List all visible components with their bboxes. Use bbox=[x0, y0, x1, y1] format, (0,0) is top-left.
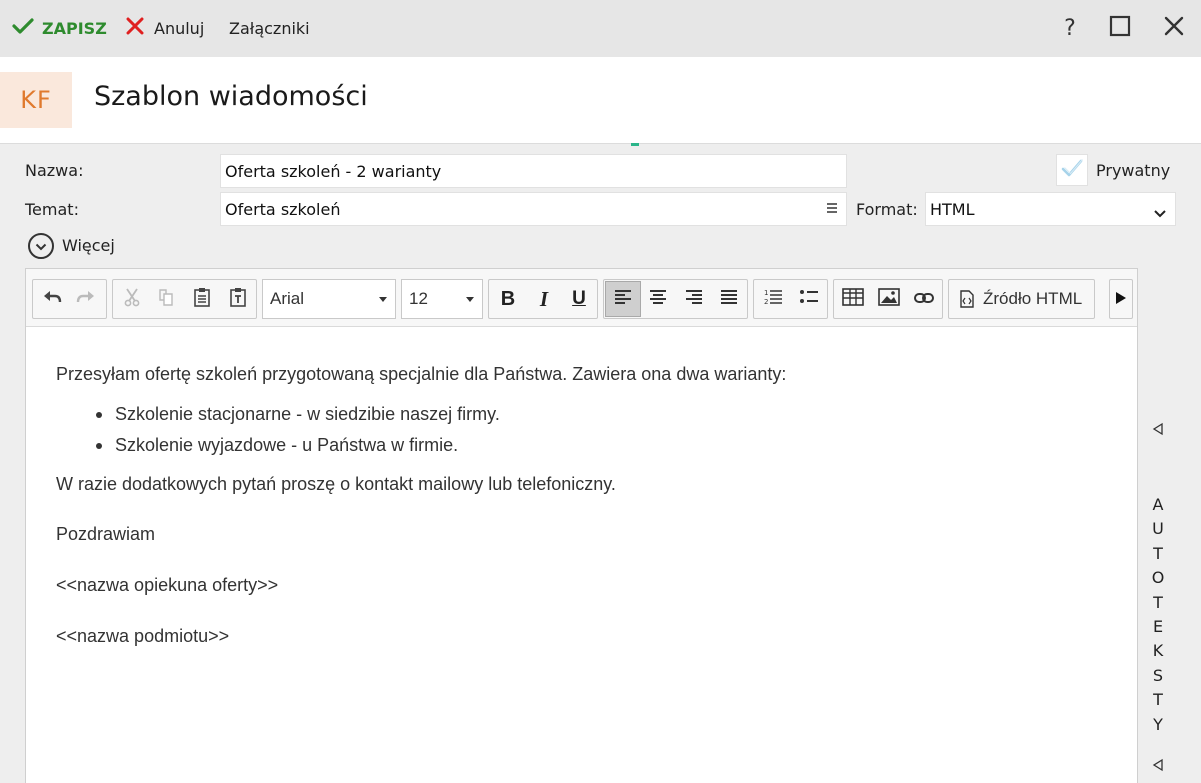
save-label: ZAPISZ bbox=[42, 18, 107, 38]
font-family-value: Arial bbox=[270, 289, 305, 308]
autotext-letter: E bbox=[1152, 617, 1164, 637]
caret-down-icon bbox=[379, 297, 387, 302]
numbered-list-icon bbox=[763, 288, 783, 310]
close-button[interactable] bbox=[1160, 14, 1188, 42]
font-family-select[interactable] bbox=[262, 279, 396, 319]
align-right-button[interactable] bbox=[679, 284, 709, 314]
question-icon: ? bbox=[1064, 15, 1076, 41]
italic-button[interactable] bbox=[529, 284, 559, 314]
maximize-icon bbox=[1109, 15, 1131, 41]
checkmark-icon bbox=[1060, 158, 1084, 182]
source-code-icon bbox=[959, 290, 975, 312]
subject-value: Oferta szkoleń bbox=[225, 199, 341, 219]
format-value: HTML bbox=[930, 199, 975, 219]
paste-icon bbox=[192, 286, 212, 312]
chevron-down-icon bbox=[1154, 204, 1166, 223]
name-value: Oferta szkoleń - 2 warianty bbox=[225, 161, 442, 181]
cancel-label: Anuluj bbox=[154, 18, 205, 38]
save-button[interactable] bbox=[12, 14, 107, 42]
attachments-label: Załączniki bbox=[229, 18, 310, 38]
autotext-letter: Y bbox=[1153, 714, 1163, 734]
table-icon bbox=[842, 288, 864, 310]
font-size-value: 12 bbox=[409, 289, 428, 308]
autotext-letter: K bbox=[1152, 641, 1164, 661]
questions-paragraph: W razie dodatkowych pytań proszę o kontakt mailowy lub telefoniczny. bbox=[56, 474, 616, 494]
autotext-letter: T bbox=[1153, 592, 1163, 612]
align-right-icon bbox=[685, 289, 703, 309]
more-toggle-button[interactable] bbox=[28, 233, 54, 259]
paste-button[interactable] bbox=[187, 284, 217, 314]
list-group bbox=[753, 279, 828, 319]
cancel-button[interactable] bbox=[126, 14, 204, 42]
toolbar-more-button[interactable] bbox=[1109, 279, 1133, 319]
editor-content[interactable] bbox=[56, 364, 1116, 646]
align-center-button[interactable] bbox=[643, 284, 673, 314]
format-select[interactable] bbox=[925, 192, 1176, 226]
chevron-down-icon bbox=[35, 237, 47, 256]
app-logo bbox=[0, 72, 72, 128]
page-header bbox=[0, 57, 1201, 144]
redo-button[interactable] bbox=[71, 284, 101, 314]
resize-handle[interactable] bbox=[631, 143, 639, 146]
autotext-letter: U bbox=[1152, 519, 1164, 539]
underline-icon: U bbox=[572, 288, 586, 309]
autotext-letter: O bbox=[1151, 568, 1165, 588]
editor-toolbar bbox=[26, 269, 1137, 327]
autotext-letter: S bbox=[1152, 665, 1164, 685]
name-field[interactable] bbox=[220, 154, 847, 188]
rich-text-editor bbox=[25, 268, 1138, 783]
insert-table-button[interactable] bbox=[838, 284, 868, 314]
private-label: Prywatny bbox=[1096, 161, 1171, 180]
align-left-button[interactable] bbox=[605, 281, 641, 317]
link-icon bbox=[913, 290, 935, 309]
private-checkbox[interactable] bbox=[1056, 154, 1088, 186]
subject-label: Temat: bbox=[25, 200, 79, 219]
copy-button[interactable] bbox=[151, 284, 181, 314]
align-justify-icon bbox=[720, 289, 738, 309]
list-item: Szkolenie wyjazdowe - u Państwa w firmie. bbox=[96, 435, 1116, 455]
numbered-list-button[interactable] bbox=[758, 284, 788, 314]
x-icon bbox=[126, 17, 144, 39]
handler-placeholder: <<nazwa opiekuna oferty>> bbox=[56, 575, 279, 595]
autotext-letter: A bbox=[1152, 495, 1164, 514]
page-title: Szablon wiadomości bbox=[94, 81, 368, 112]
subject-field[interactable] bbox=[220, 192, 847, 226]
align-left-icon bbox=[614, 289, 632, 309]
insert-group bbox=[833, 279, 943, 319]
redo-icon bbox=[76, 289, 96, 309]
bold-icon: B bbox=[500, 287, 516, 310]
variant-list bbox=[96, 404, 1116, 455]
copy-icon bbox=[156, 287, 176, 311]
align-justify-button[interactable] bbox=[714, 284, 744, 314]
bold-button[interactable] bbox=[493, 284, 523, 314]
format-label: Format: bbox=[856, 200, 918, 219]
bulleted-list-icon bbox=[799, 288, 819, 310]
align-center-icon bbox=[649, 289, 667, 309]
italic-icon: I bbox=[539, 286, 549, 311]
collapse-left-icon[interactable] bbox=[1150, 757, 1166, 773]
svg-text:2: 2 bbox=[764, 298, 769, 306]
svg-text:1: 1 bbox=[764, 289, 769, 297]
clipboard-group bbox=[112, 279, 257, 319]
html-source-button[interactable] bbox=[948, 279, 1095, 319]
checkmark-icon bbox=[12, 17, 34, 39]
list-item: Szkolenie stacjonarne - w siedzibie naszej firmy. bbox=[96, 404, 1116, 424]
collapse-left-icon[interactable] bbox=[1150, 421, 1166, 437]
attachments-button[interactable] bbox=[229, 14, 310, 42]
insert-link-button[interactable] bbox=[909, 284, 939, 314]
undo-button[interactable] bbox=[37, 284, 67, 314]
intro-paragraph: Przesyłam ofertę szkoleń przygotowaną specjalnie dla Państwa. Zawiera ona dwa warianty: bbox=[56, 364, 787, 384]
entity-placeholder: <<nazwa podmiotu>> bbox=[56, 626, 230, 646]
greeting-paragraph: Pozdrawiam bbox=[56, 524, 156, 544]
maximize-button[interactable] bbox=[1106, 14, 1134, 42]
play-icon bbox=[1115, 290, 1127, 309]
html-source-label: Źródło HTML bbox=[983, 289, 1083, 308]
logo-text: KF bbox=[20, 86, 52, 114]
cut-button[interactable] bbox=[117, 284, 147, 314]
alignment-group bbox=[603, 279, 748, 319]
bulleted-list-button[interactable] bbox=[794, 284, 824, 314]
undo-icon bbox=[42, 289, 62, 309]
caret-down-icon bbox=[466, 297, 474, 302]
text-style-group bbox=[488, 279, 598, 319]
more-label[interactable]: Więcej bbox=[62, 236, 115, 255]
image-icon bbox=[878, 288, 900, 310]
paste-text-button[interactable] bbox=[223, 284, 253, 314]
scissors-icon bbox=[122, 287, 142, 311]
insert-image-button[interactable] bbox=[874, 284, 904, 314]
name-label: Nazwa: bbox=[25, 161, 84, 180]
autotext-panel-toggle[interactable] bbox=[1148, 493, 1168, 737]
paste-text-icon bbox=[228, 286, 248, 312]
history-group bbox=[32, 279, 107, 319]
autotext-letter: T bbox=[1153, 690, 1163, 710]
help-button[interactable] bbox=[1056, 14, 1084, 42]
font-size-select[interactable] bbox=[401, 279, 483, 319]
underline-button[interactable] bbox=[564, 284, 594, 314]
menu-icon[interactable] bbox=[826, 200, 838, 219]
autotext-letter: T bbox=[1153, 543, 1163, 563]
top-action-bar bbox=[0, 0, 1201, 57]
close-icon bbox=[1163, 15, 1185, 41]
